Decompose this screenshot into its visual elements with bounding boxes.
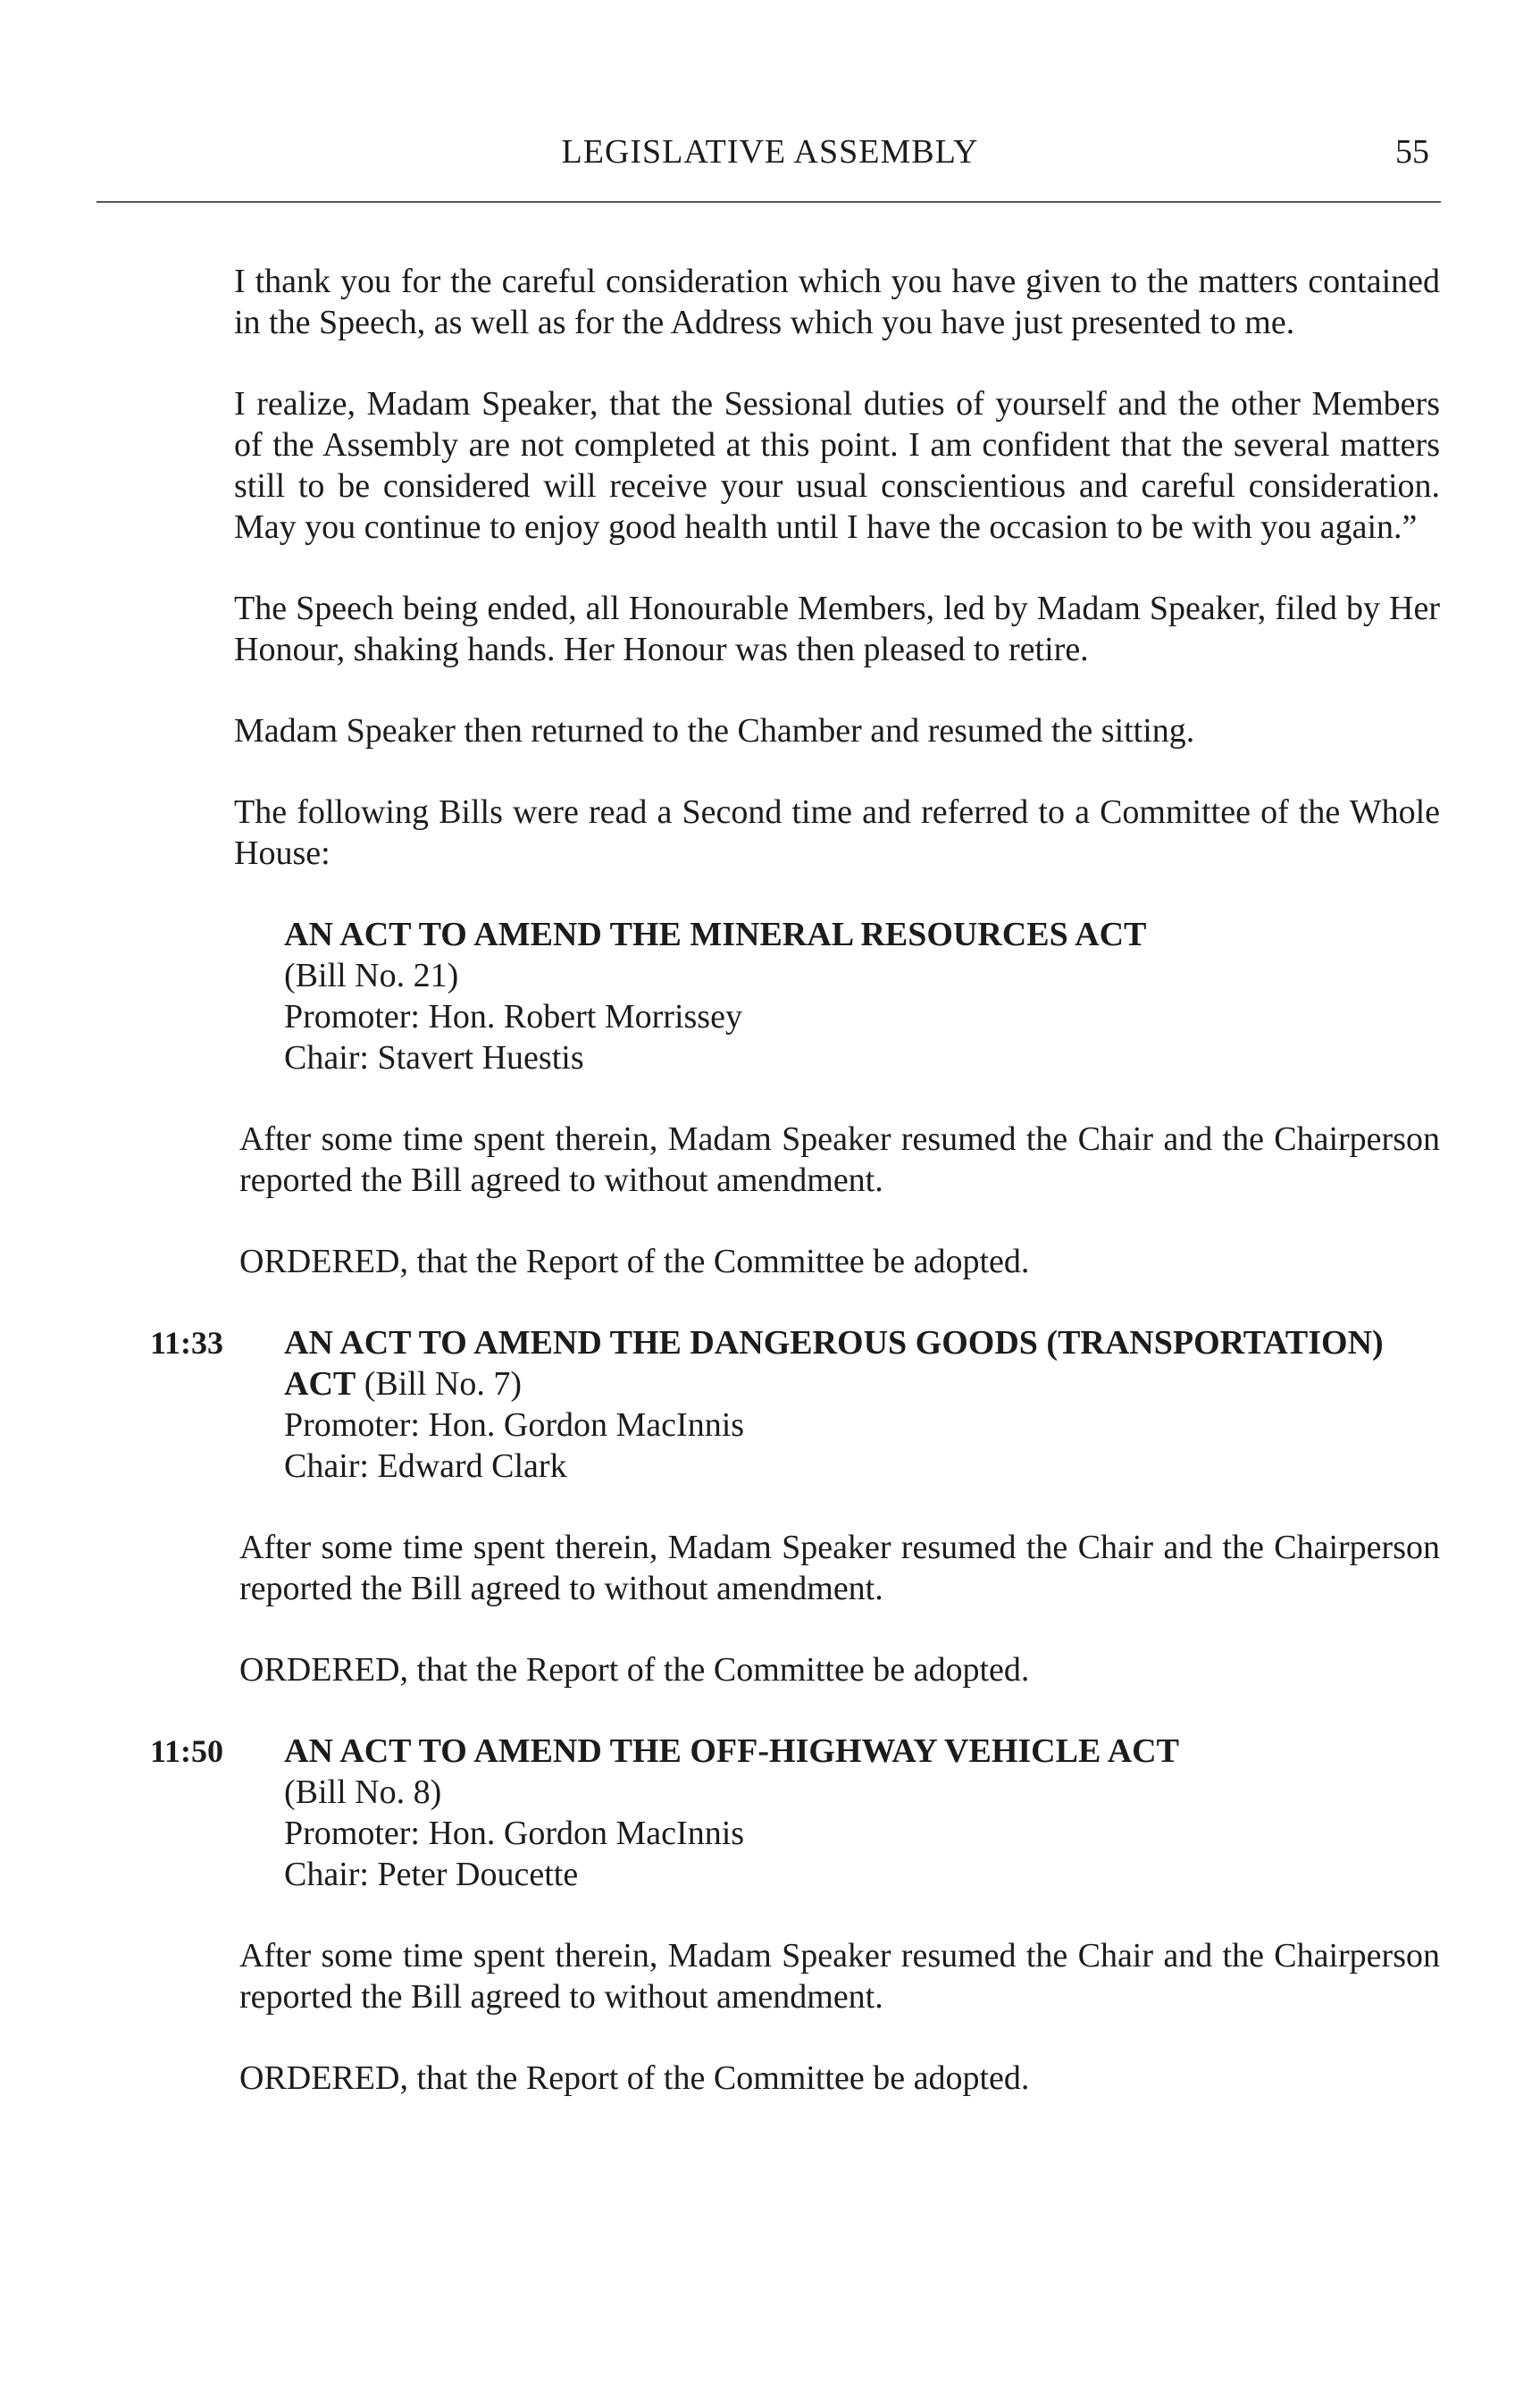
committee-report: After some time spent therein, Madam Speaker resumed the Chair and the Chairperson reported the Bill agreed to without amendment. <box>239 1937 1440 2016</box>
bill-promoter: Promoter: Hon. Gordon MacInnis <box>284 1406 745 1444</box>
bill-title: AN ACT TO AMEND THE MINERAL RESOURCES ACT <box>284 916 1147 953</box>
bill-entry <box>150 1322 1440 1487</box>
bill-promoter: Promoter: Hon. Robert Morrissey <box>284 998 742 1036</box>
paragraph: The Speech being ended, all Honourable Members, led by Madam Speaker, filed by Her Honour, shaking hands. Her Honour was then pleased to retire. <box>234 590 1440 668</box>
header-rule <box>96 201 1441 203</box>
committee-report: After some time spent therein, Madam Speaker resumed the Chair and the Chairperson reported the Bill agreed to without amendment. <box>239 1120 1440 1199</box>
committee-report: After some time spent therein, Madam Speaker resumed the Chair and the Chairperson reported the Bill agreed to without amendment. <box>239 1529 1440 1607</box>
page-number: 55 <box>1395 133 1429 171</box>
ordered-statement: ORDERED, that the Report of the Committee be adopted. <box>239 1651 1030 1689</box>
bill-number: (Bill No. 7) <box>364 1365 523 1403</box>
bill-promoter: Promoter: Hon. Gordon MacInnis <box>284 1815 745 1852</box>
bill-entry <box>150 1731 1440 1895</box>
bill-number: (Bill No. 8) <box>284 1773 442 1811</box>
ordered-statement: ORDERED, that the Report of the Committee be adopted. <box>239 1243 1030 1280</box>
bill-entry <box>284 914 1440 1078</box>
paragraph: I thank you for the careful consideration which you have given to the matters contained in the Speech, as well as for the Address which you have just presented to me. <box>234 263 1440 341</box>
paragraph: Madam Speaker then returned to the Chamber and resumed the sitting. <box>234 712 1195 750</box>
bill-chair: Chair: Edward Clark <box>284 1447 567 1485</box>
page-body <box>150 261 1440 2139</box>
timestamp: 11:50 <box>150 1733 224 1769</box>
paragraph: The following Bills were read a Second time and referred to a Committee of the Whole House: <box>234 793 1440 872</box>
ordered-statement: ORDERED, that the Report of the Committee be adopted. <box>239 2059 1030 2097</box>
bill-chair: Chair: Stavert Huestis <box>284 1039 584 1077</box>
paragraph: I realize, Madam Speaker, that the Sessional duties of yourself and the other Members of the Assembly are not completed at this point. I am confident that the several matters still to be considered will receive your usual conscientious and careful consideration. May you continue to enjoy good health until I have the occasion to be with you again.” <box>234 385 1440 546</box>
running-header: LEGISLATIVE ASSEMBLY <box>561 133 979 171</box>
bill-title: AN ACT TO AMEND THE DANGEROUS GOODS (TRANSPORTATION) ACT <box>284 1324 1384 1403</box>
bill-number: (Bill No. 21) <box>284 957 459 994</box>
bill-title: AN ACT TO AMEND THE OFF-HIGHWAY VEHICLE ACT <box>284 1732 1179 1770</box>
timestamp: 11:33 <box>150 1325 224 1361</box>
bill-chair: Chair: Peter Doucette <box>284 1856 579 1893</box>
